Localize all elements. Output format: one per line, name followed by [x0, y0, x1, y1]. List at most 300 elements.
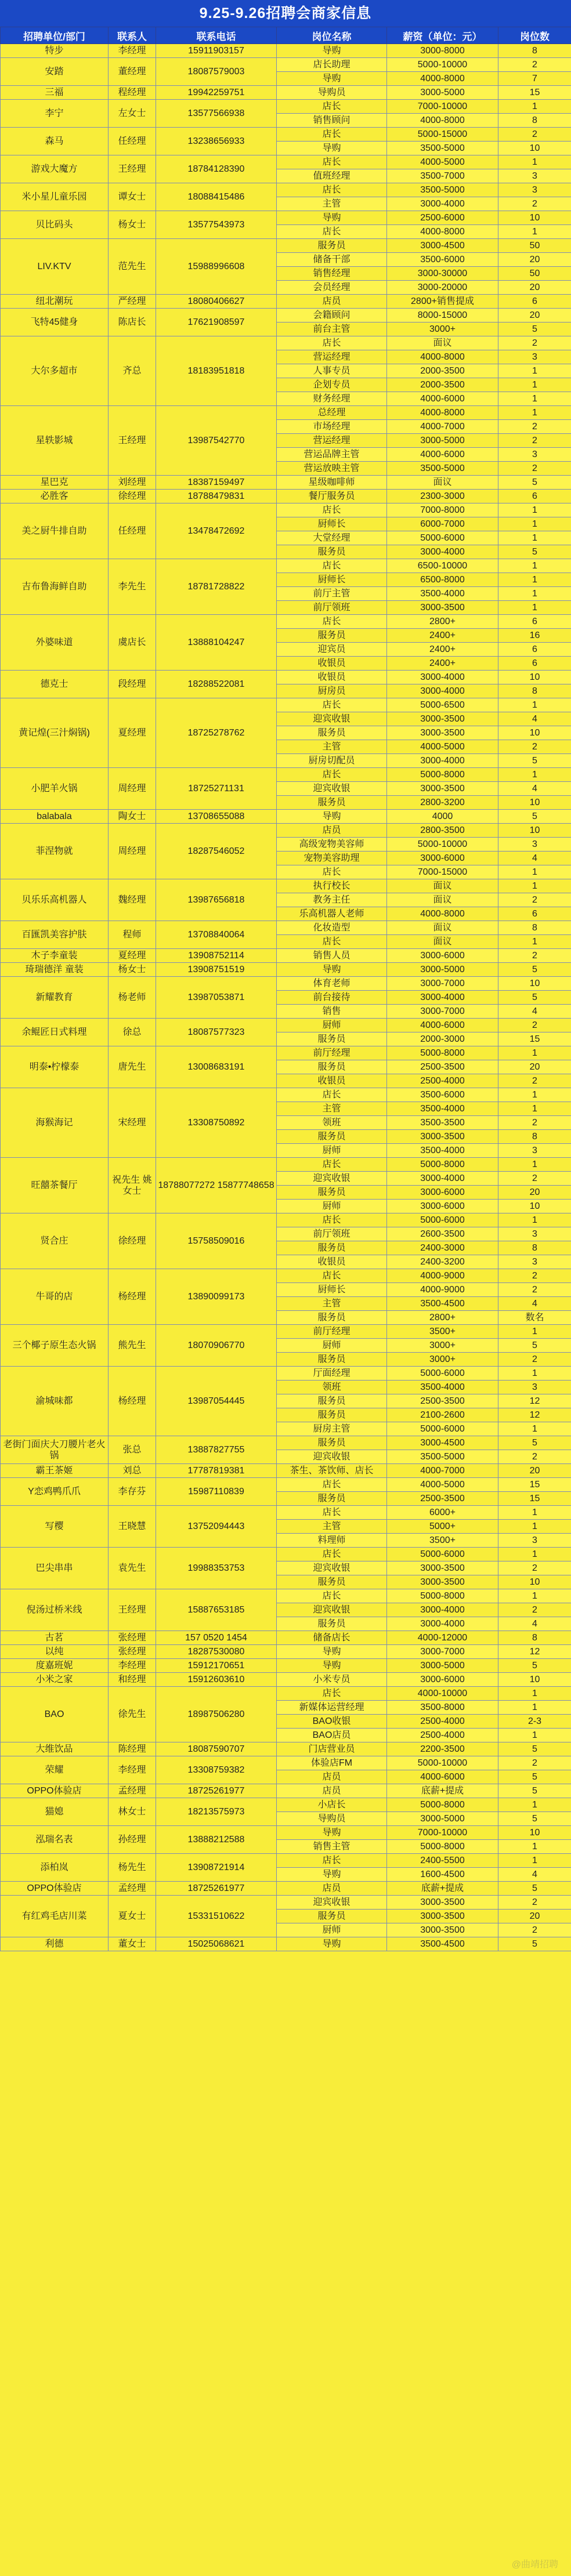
position-name: 店长: [277, 128, 387, 142]
table-row: [1, 1213, 571, 1227]
company-name: LIV.KTV: [1, 239, 109, 295]
position-name: 销售顾问: [277, 114, 387, 128]
position-name: 财务经理: [277, 392, 387, 406]
salary-range: 5000-8000: [387, 1840, 498, 1854]
table-row: [1, 1506, 571, 1520]
position-name: 店员: [277, 824, 387, 838]
headcount: 12: [498, 1394, 571, 1408]
headcount: 7: [498, 72, 571, 86]
headcount: 2-3: [498, 1715, 571, 1729]
table-row: [1, 476, 571, 490]
salary-range: 4000-6000: [387, 1019, 498, 1032]
salary-range: 2800-3200: [387, 796, 498, 810]
phone-number: 15911903157: [156, 44, 277, 58]
company-name: 倪汤过桥米线: [1, 1589, 109, 1631]
headcount: 1: [498, 1687, 571, 1701]
headcount: 1: [498, 1589, 571, 1603]
headcount: 15: [498, 1492, 571, 1506]
salary-range: 2800+: [387, 1311, 498, 1325]
table-row: [1, 503, 571, 517]
salary-range: 3500-6000: [387, 253, 498, 267]
contact-name: 程经理: [109, 86, 156, 100]
contact-name: 王经理: [109, 155, 156, 183]
position-name: 导购: [277, 72, 387, 86]
position-name: 服务员: [277, 239, 387, 253]
company-name: Y恋鸡鸭爪爪: [1, 1478, 109, 1506]
position-name: 销售经理: [277, 267, 387, 281]
headcount: 1: [498, 1102, 571, 1116]
table-row: [1, 183, 571, 197]
phone-number: 18080406627: [156, 295, 277, 309]
salary-range: 2500-6000: [387, 211, 498, 225]
salary-range: 2400-5500: [387, 1854, 498, 1868]
position-name: 收银员: [277, 1255, 387, 1269]
contact-name: 王经理: [109, 406, 156, 476]
position-name: 店长: [277, 559, 387, 573]
position-name: 服务员: [277, 1311, 387, 1325]
position-name: 服务员: [277, 796, 387, 810]
headcount: 5: [498, 545, 571, 559]
headcount: 15: [498, 86, 571, 100]
headcount: 8: [498, 1631, 571, 1645]
contact-name: 董女士: [109, 1937, 156, 1951]
position-name: 服务员: [277, 1575, 387, 1589]
position-name: 厨房主管: [277, 1422, 387, 1436]
contact-name: 周经理: [109, 824, 156, 879]
contact-name: 张总: [109, 1436, 156, 1464]
position-name: 大堂经理: [277, 531, 387, 545]
company-name: 贤合庄: [1, 1213, 109, 1269]
salary-range: 2400-3000: [387, 1241, 498, 1255]
company-name: 游戏大魔方: [1, 155, 109, 183]
salary-range: 3000-4500: [387, 1436, 498, 1450]
table-row: [1, 100, 571, 114]
salary-range: 3000-6000: [387, 1673, 498, 1687]
headcount: 3: [498, 1227, 571, 1241]
headcount: 1: [498, 768, 571, 782]
table-row: [1, 1436, 571, 1450]
position-name: 教务主任: [277, 893, 387, 907]
phone-number: 18725271131: [156, 768, 277, 810]
contact-name: 刘经理: [109, 476, 156, 490]
phone-number: 13888212588: [156, 1826, 277, 1854]
position-name: 服务员: [277, 726, 387, 740]
headcount: 10: [498, 824, 571, 838]
phone-number: 13908751519: [156, 963, 277, 977]
salary-range: 5000-8000: [387, 768, 498, 782]
headcount: 20: [498, 1060, 571, 1074]
table-header: [1, 27, 571, 44]
position-name: 厨师: [277, 1019, 387, 1032]
headcount: 1: [498, 1046, 571, 1060]
position-name: 导购: [277, 963, 387, 977]
table-row: [1, 1896, 571, 1910]
salary-range: 4000-8000: [387, 406, 498, 420]
phone-number: 13987542770: [156, 406, 277, 476]
position-name: 服务员: [277, 1492, 387, 1506]
headcount: 3: [498, 1534, 571, 1548]
position-name: 服务员: [277, 1353, 387, 1367]
company-name: 琦瑞德洋 童装: [1, 963, 109, 977]
phone-number: 18213575973: [156, 1798, 277, 1826]
position-name: 导购: [277, 1645, 387, 1659]
salary-range: 6500-10000: [387, 559, 498, 573]
salary-range: 3000-8000: [387, 44, 498, 58]
salary-range: 面议: [387, 935, 498, 949]
headcount: 10: [498, 671, 571, 684]
position-name: 市场经理: [277, 420, 387, 434]
headcount: 1: [498, 879, 571, 893]
headcount: 10: [498, 1673, 571, 1687]
contact-name: 杨先生: [109, 1854, 156, 1882]
table-row: [1, 1854, 571, 1868]
salary-range: 3000-6000: [387, 949, 498, 963]
recruitment-table: [0, 27, 571, 1951]
headcount: 5: [498, 1937, 571, 1951]
position-name: 导购: [277, 810, 387, 824]
position-name: 店长: [277, 1478, 387, 1492]
headcount: 20: [498, 1910, 571, 1923]
position-name: 门店营业员: [277, 1742, 387, 1756]
company-name: 泓瑞名表: [1, 1826, 109, 1854]
headcount: 3: [498, 838, 571, 852]
company-name: 森马: [1, 128, 109, 155]
salary-range: 面议: [387, 336, 498, 350]
headcount: 20: [498, 1186, 571, 1200]
contact-name: 陈经理: [109, 1742, 156, 1756]
col-header-contact: 联系人: [109, 27, 156, 44]
table-row: [1, 490, 571, 503]
position-name: 新媒体运营经理: [277, 1701, 387, 1715]
position-name: 销售人员: [277, 949, 387, 963]
salary-range: 5000-8000: [387, 1158, 498, 1172]
phone-number: 15912603610: [156, 1673, 277, 1687]
table-row: [1, 768, 571, 782]
headcount: 2: [498, 434, 571, 448]
position-name: 前厅领班: [277, 601, 387, 615]
table-row: [1, 1673, 571, 1687]
salary-range: 3000-4000: [387, 197, 498, 211]
salary-range: 3000-3500: [387, 712, 498, 726]
salary-range: 5000-8000: [387, 1798, 498, 1812]
position-name: 营运经理: [277, 350, 387, 364]
salary-range: 2400+: [387, 629, 498, 643]
headcount: 10: [498, 211, 571, 225]
contact-name: 徐经理: [109, 1213, 156, 1269]
table-row: [1, 86, 571, 100]
headcount: 5: [498, 1659, 571, 1673]
salary-range: 3000-5000: [387, 1812, 498, 1826]
table-row: [1, 309, 571, 323]
salary-range: 3500-5000: [387, 1450, 498, 1464]
position-name: 储备干部: [277, 253, 387, 267]
phone-number: 18183951818: [156, 336, 277, 406]
headcount: 数名: [498, 1311, 571, 1325]
headcount: 1: [498, 1088, 571, 1102]
salary-range: 4000-6000: [387, 1770, 498, 1784]
headcount: 4: [498, 712, 571, 726]
company-name: OPPO体验店: [1, 1882, 109, 1896]
position-name: 乐高机器人老师: [277, 907, 387, 921]
salary-range: 4000-9000: [387, 1269, 498, 1283]
headcount: 1: [498, 1701, 571, 1715]
position-name: 厨房切配员: [277, 754, 387, 768]
table-row: [1, 879, 571, 893]
salary-range: 5000-6000: [387, 531, 498, 545]
salary-range: 4000-5000: [387, 740, 498, 754]
headcount: 3: [498, 350, 571, 364]
phone-number: 13308750892: [156, 1088, 277, 1158]
position-name: 储备店长: [277, 1631, 387, 1645]
position-name: 主管: [277, 1102, 387, 1116]
table-row: [1, 336, 571, 350]
headcount: 5: [498, 1784, 571, 1798]
phone-number: 13478472692: [156, 503, 277, 559]
headcount: 6: [498, 295, 571, 309]
headcount: 1: [498, 1729, 571, 1742]
salary-range: 3000-4000: [387, 1603, 498, 1617]
contact-name: 任经理: [109, 503, 156, 559]
headcount: 10: [498, 1826, 571, 1840]
headcount: 1: [498, 225, 571, 239]
salary-range: 5000-6000: [387, 1422, 498, 1436]
salary-range: 3000-7000: [387, 1005, 498, 1019]
salary-range: 2000-3500: [387, 378, 498, 392]
position-name: BAO店员: [277, 1729, 387, 1742]
salary-range: 4000-12000: [387, 1631, 498, 1645]
table-row: [1, 1325, 571, 1339]
headcount: 1: [498, 155, 571, 169]
phone-number: 18088415486: [156, 183, 277, 211]
contact-name: 陈店长: [109, 309, 156, 336]
salary-range: 3000-20000: [387, 281, 498, 295]
position-name: 导购员: [277, 86, 387, 100]
table-row: [1, 295, 571, 309]
salary-range: 3000-3500: [387, 1896, 498, 1910]
headcount: 2: [498, 1019, 571, 1032]
company-name: 星巴克: [1, 476, 109, 490]
salary-range: 2500-3500: [387, 1492, 498, 1506]
contact-name: 范先生: [109, 239, 156, 295]
headcount: 3: [498, 183, 571, 197]
position-name: 企划专员: [277, 378, 387, 392]
position-name: 服务员: [277, 1408, 387, 1422]
position-name: 收银员: [277, 1074, 387, 1088]
headcount: 6: [498, 490, 571, 503]
salary-range: 3000-5000: [387, 434, 498, 448]
position-name: 店长: [277, 155, 387, 169]
headcount: 5: [498, 963, 571, 977]
table-row: [1, 1798, 571, 1812]
headcount: 8: [498, 44, 571, 58]
position-name: 前厅领班: [277, 1227, 387, 1241]
phone-number: 157 0520 1454: [156, 1631, 277, 1645]
headcount: 2: [498, 462, 571, 476]
headcount: 4: [498, 782, 571, 796]
company-name: balabala: [1, 810, 109, 824]
headcount: 5: [498, 1742, 571, 1756]
contact-name: 徐经理: [109, 490, 156, 503]
company-name: 安踏: [1, 58, 109, 86]
headcount: 5: [498, 1812, 571, 1826]
salary-range: 4000-6000: [387, 392, 498, 406]
phone-number: 13887827755: [156, 1436, 277, 1464]
position-name: 店长: [277, 1158, 387, 1172]
position-name: 店长助理: [277, 58, 387, 72]
salary-range: 3000-7000: [387, 1645, 498, 1659]
salary-range: 3500-6000: [387, 1088, 498, 1102]
salary-range: 3500-7000: [387, 169, 498, 183]
headcount: 2: [498, 1450, 571, 1464]
contact-name: 夏经理: [109, 698, 156, 768]
phone-number: 17787819381: [156, 1464, 277, 1478]
headcount: 1: [498, 392, 571, 406]
headcount: 2: [498, 336, 571, 350]
contact-name: 徐总: [109, 1019, 156, 1046]
salary-range: 3000-3500: [387, 1910, 498, 1923]
salary-range: 3500-4500: [387, 1937, 498, 1951]
salary-range: 7000-10000: [387, 1826, 498, 1840]
headcount: 4: [498, 1868, 571, 1882]
headcount: 8: [498, 114, 571, 128]
company-name: 三个椰子原生态火锅: [1, 1325, 109, 1367]
table-row: [1, 1687, 571, 1701]
headcount: 3: [498, 169, 571, 183]
headcount: 10: [498, 1575, 571, 1589]
company-name: 写樱: [1, 1506, 109, 1548]
headcount: 20: [498, 309, 571, 323]
salary-range: 2000-3000: [387, 1032, 498, 1046]
position-name: 服务员: [277, 1241, 387, 1255]
headcount: 1: [498, 1158, 571, 1172]
position-name: 导购员: [277, 1812, 387, 1826]
table-row: [1, 1784, 571, 1798]
headcount: 2: [498, 1353, 571, 1367]
headcount: 8: [498, 921, 571, 935]
headcount: 20: [498, 1464, 571, 1478]
position-name: 店长: [277, 336, 387, 350]
salary-range: 2000-3500: [387, 364, 498, 378]
company-name: 黄记煌(三汁焖锅): [1, 698, 109, 768]
position-name: 服务员: [277, 1436, 387, 1450]
phone-number: 18784128390: [156, 155, 277, 183]
headcount: 1: [498, 378, 571, 392]
phone-number: 13890099173: [156, 1269, 277, 1325]
headcount: 3: [498, 448, 571, 462]
salary-range: 7000-10000: [387, 100, 498, 114]
position-name: 导购: [277, 1659, 387, 1673]
headcount: 1: [498, 1520, 571, 1534]
company-name: 猫媳: [1, 1798, 109, 1826]
phone-number: 18788479831: [156, 490, 277, 503]
salary-range: 5000-6000: [387, 1548, 498, 1561]
headcount: 1: [498, 698, 571, 712]
table-row: [1, 671, 571, 684]
table-row: [1, 921, 571, 935]
position-name: 迎宾收银: [277, 1172, 387, 1186]
table-row: [1, 1589, 571, 1603]
headcount: 2: [498, 1896, 571, 1910]
headcount: 1: [498, 1840, 571, 1854]
salary-range: 3000-4000: [387, 1617, 498, 1631]
sheet-title: 9.25-9.26招聘会商家信息: [0, 0, 571, 27]
table-row: [1, 698, 571, 712]
position-name: 店长: [277, 1687, 387, 1701]
position-name: 前台接待: [277, 991, 387, 1005]
position-name: 厨师长: [277, 573, 387, 587]
table-row: [1, 1158, 571, 1172]
position-name: 前厅经理: [277, 1325, 387, 1339]
phone-number: 13908721914: [156, 1854, 277, 1882]
table-row: [1, 1046, 571, 1060]
position-name: 会员经理: [277, 281, 387, 295]
headcount: 12: [498, 1645, 571, 1659]
position-name: 服务员: [277, 1394, 387, 1408]
salary-range: 3000-3500: [387, 601, 498, 615]
salary-range: 6000+: [387, 1506, 498, 1520]
company-name: 星轶影城: [1, 406, 109, 476]
contact-name: 杨经理: [109, 1367, 156, 1436]
table-row: [1, 977, 571, 991]
headcount: 2: [498, 949, 571, 963]
company-name: 添柏岚: [1, 1854, 109, 1882]
phone-number: 15331510622: [156, 1896, 277, 1937]
phone-number: 13987656818: [156, 879, 277, 921]
salary-range: 6500-8000: [387, 573, 498, 587]
salary-range: 3000-3500: [387, 726, 498, 740]
salary-range: 3500-4000: [387, 1144, 498, 1158]
position-name: 服务员: [277, 1186, 387, 1200]
salary-range: 面议: [387, 476, 498, 490]
company-name: 霸王茶姬: [1, 1464, 109, 1478]
phone-number: 18287546052: [156, 824, 277, 879]
headcount: 2: [498, 128, 571, 142]
position-name: 厨师: [277, 1200, 387, 1213]
company-name: 荣耀: [1, 1756, 109, 1784]
phone-number: 18087577323: [156, 1019, 277, 1046]
salary-range: 3000-30000: [387, 267, 498, 281]
headcount: 1: [498, 503, 571, 517]
salary-range: 5000-10000: [387, 58, 498, 72]
headcount: 10: [498, 726, 571, 740]
salary-range: 2800-3500: [387, 824, 498, 838]
table-row: [1, 1088, 571, 1102]
position-name: 收银员: [277, 657, 387, 671]
headcount: 1: [498, 1506, 571, 1520]
phone-number: 15987110839: [156, 1478, 277, 1506]
salary-range: 2500-3500: [387, 1060, 498, 1074]
headcount: 5: [498, 476, 571, 490]
company-name: 海猴海记: [1, 1088, 109, 1158]
position-name: 厨师: [277, 1339, 387, 1353]
headcount: 2: [498, 1074, 571, 1088]
headcount: 1: [498, 935, 571, 949]
position-name: 店长: [277, 1548, 387, 1561]
position-name: 店长: [277, 1589, 387, 1603]
salary-range: 3000-3500: [387, 1561, 498, 1575]
salary-range: 5000-6000: [387, 1213, 498, 1227]
position-name: 服务员: [277, 629, 387, 643]
position-name: 厨师: [277, 1923, 387, 1937]
company-name: 余鲲匠日式料理: [1, 1019, 109, 1046]
phone-number: 18987506280: [156, 1687, 277, 1742]
headcount: 2: [498, 740, 571, 754]
salary-range: 4000-7000: [387, 1464, 498, 1478]
headcount: 15: [498, 1478, 571, 1492]
contact-name: 杨老师: [109, 977, 156, 1019]
headcount: 6: [498, 615, 571, 629]
position-name: 导购: [277, 211, 387, 225]
